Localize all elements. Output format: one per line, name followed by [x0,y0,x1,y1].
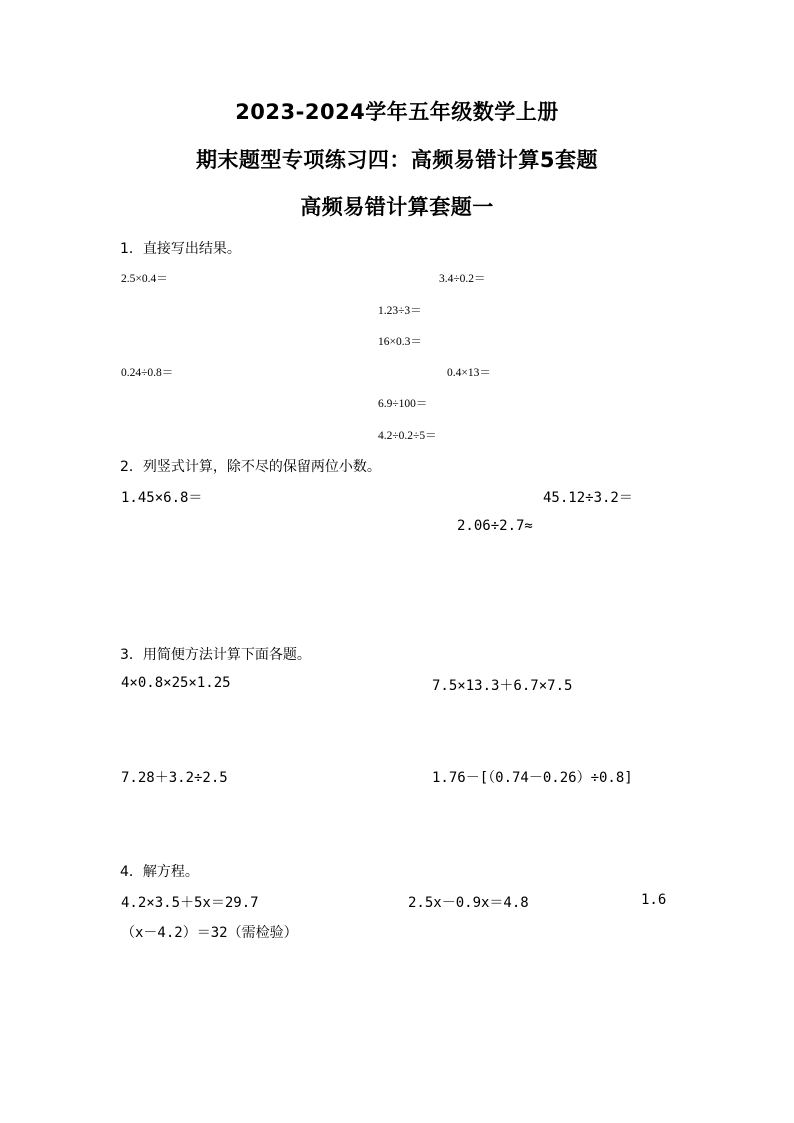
title-line-1: 2023-2024学年五年级数学上册 [235,100,559,124]
simplify-item-1: 4×0.8×25×1.25 [121,675,231,691]
vertical-calc-item-1: 1.45×6.8＝ [121,490,203,506]
oral-item-4: 16×0.3＝ [378,336,422,348]
simplify-item-2: 7.5×13.3＋6.7×7.5 [432,678,573,694]
oral-item-2: 3.4÷0.2＝ [439,273,486,285]
oral-item-5: 0.24÷0.8＝ [121,367,174,379]
oral-item-7: 6.9÷100＝ [378,398,428,410]
equation-item-3-part-1: 1.6 [641,892,667,908]
simplify-item-4: 1.76－[（0.74－0.26）÷0.8] [432,770,633,786]
vertical-calc-item-2: 45.12÷3.2＝ [543,490,633,506]
oral-item-3: 1.23÷3＝ [378,305,422,317]
oral-item-8: 4.2÷0.2÷5＝ [378,430,437,442]
vertical-calc-item-3: 2.06÷2.7≈ [457,518,533,534]
simplify-item-3: 7.28＋3.2÷2.5 [121,770,228,786]
equation-item-2: 2.5x－0.9x＝4.8 [408,895,529,911]
equation-item-3-part-2: （x－4.2）＝32（需检验） [121,925,298,941]
title-line-3: 高频易错计算套题一 [300,195,494,219]
equation-item-1: 4.2×3.5＋5x＝29.7 [121,895,259,911]
section-2-heading: 2．列竖式计算，除不尽的保留两位小数。 [120,459,381,475]
title-line-2: 期末题型专项练习四：高频易错计算5套题 [195,148,599,172]
section-3-heading: 3．用简便方法计算下面各题。 [120,647,311,663]
oral-item-6: 0.4×13＝ [447,367,491,379]
section-1-heading: 1．直接写出结果。 [120,241,241,257]
section-4-heading: 4．解方程。 [120,864,199,880]
oral-item-1: 2.5×0.4＝ [121,273,168,285]
